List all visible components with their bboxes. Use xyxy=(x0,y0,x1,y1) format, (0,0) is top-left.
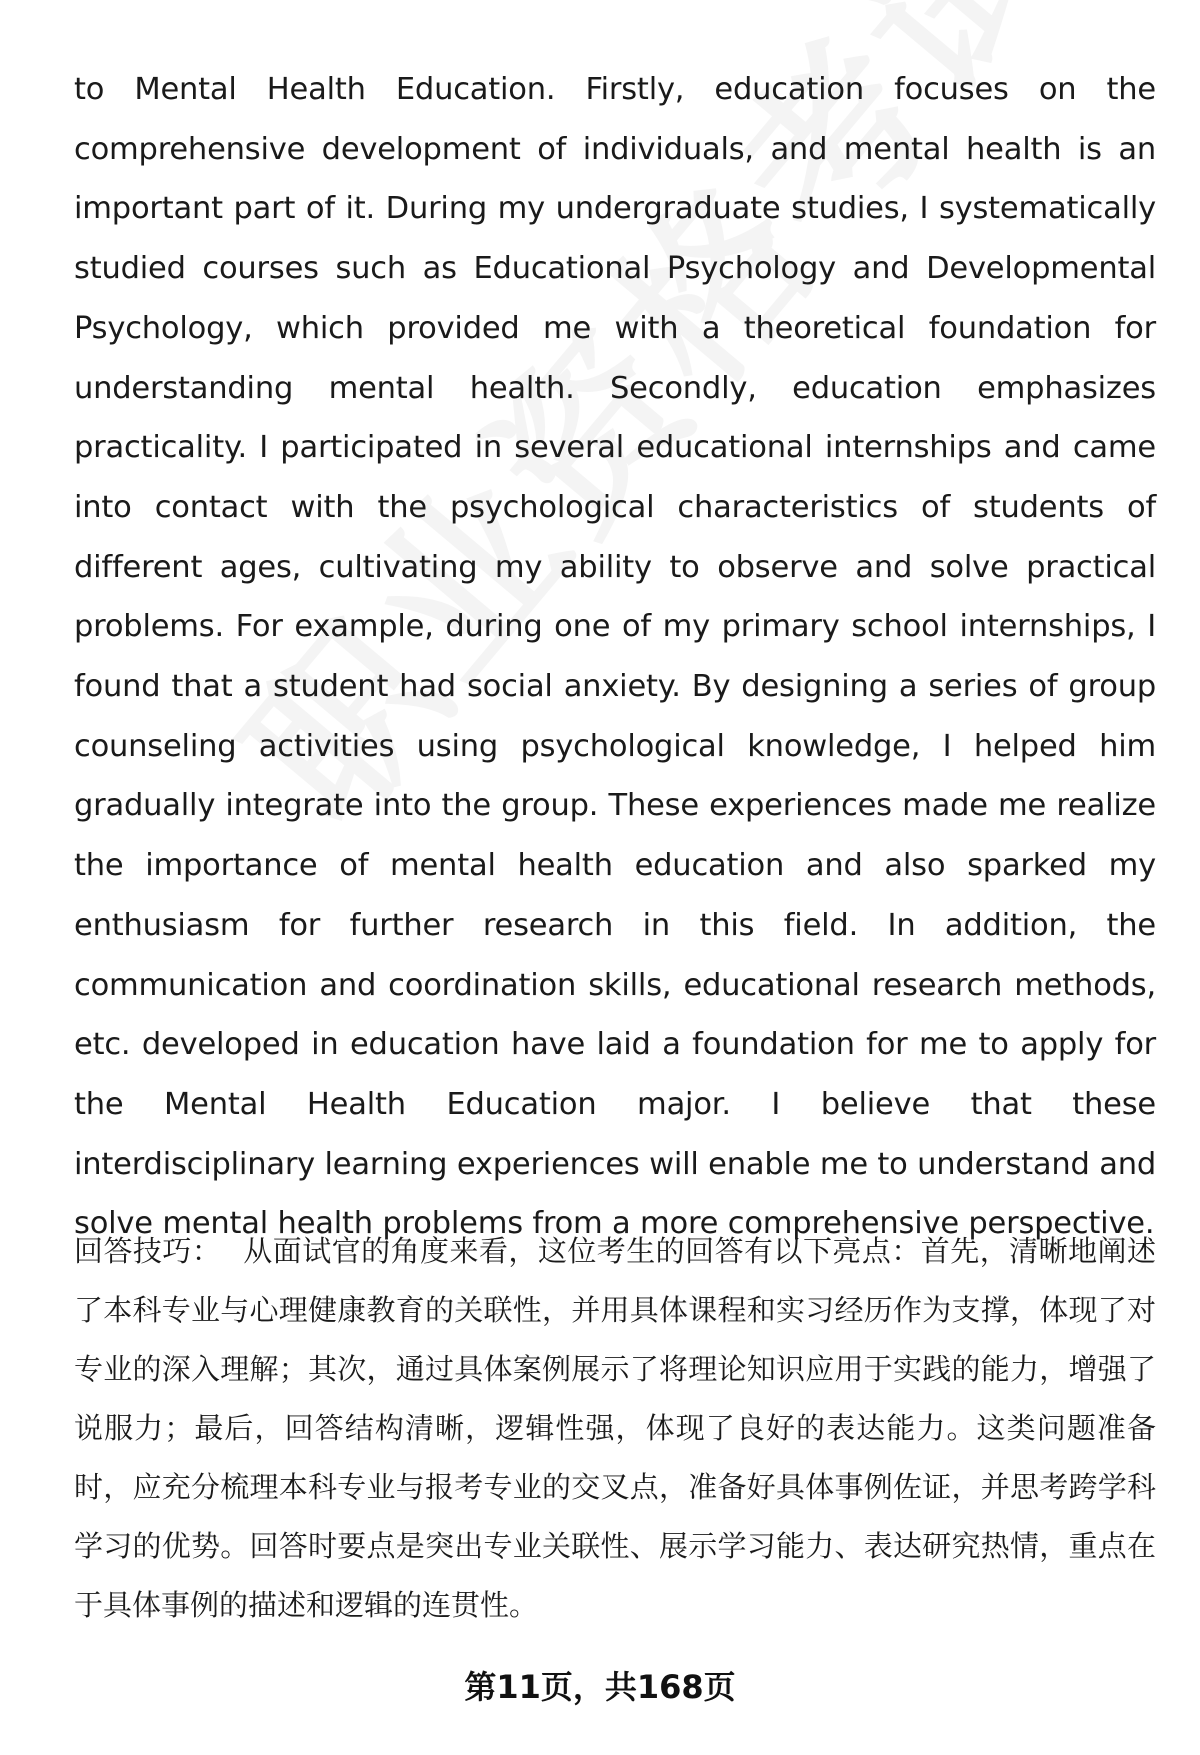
page-number: 第11页，共168页 xyxy=(464,1668,736,1706)
answer-paragraph: to Mental Health Education. Firstly, education focuses on the comprehensive development of individuals, and mental health is an important part of it. During my undergraduate studies, I systematically studied courses such as Educational Psychology and Developmental Psychology, which provided me with a theoretical foundation for understanding mental health. Secondly, education emphasizes practicality. I participated in several educational internships and came into contact with the psychological characteristics of students of different ages, cultivating my ability to observe and solve practical problems. For example, during one of my primary school internships, I found that a student had social anxiety. By designing a series of group counseling activities using psychological knowledge, I helped him gradually integrate into the group. These experiences made me realize the importance of mental health education and also sparked my enthusiasm for further research in this field. In addition, the communication and coordination skills, educational research methods, etc. developed in education have laid a foundation for me to apply for the Mental Health Education major. I believe that these interdisciplinary learning experiences will enable me to understand and solve mental health problems from a more comprehensive perspective. xyxy=(74,72,1156,1242)
answer-tips xyxy=(74,1222,1156,1635)
answer-tips-text: 从面试官的角度来看，这位考生的回答有以下亮点：首先，清晰地阐述了本科专业与心理健康教育的关联性，并用具体课程和实习经历作为支撑，体现了对专业的深入理解；其次，通过具体案例展示了将理论知识应用于实践的能力，增强了说服力；最后，回答结构清晰，逻辑性强，体现了良好的表达能力。这类问题准备时，应充分梳理本科专业与报考专业的交叉点，准备好具体事例佐证，并思考跨学科学习的优势。回答时要点是突出专业关联性、展示学习能力、表达研究热情，重点在于具体事例的描述和逻辑的连贯性。 xyxy=(74,1234,1156,1622)
answer-tips-label: 回答技巧： xyxy=(74,1234,222,1268)
